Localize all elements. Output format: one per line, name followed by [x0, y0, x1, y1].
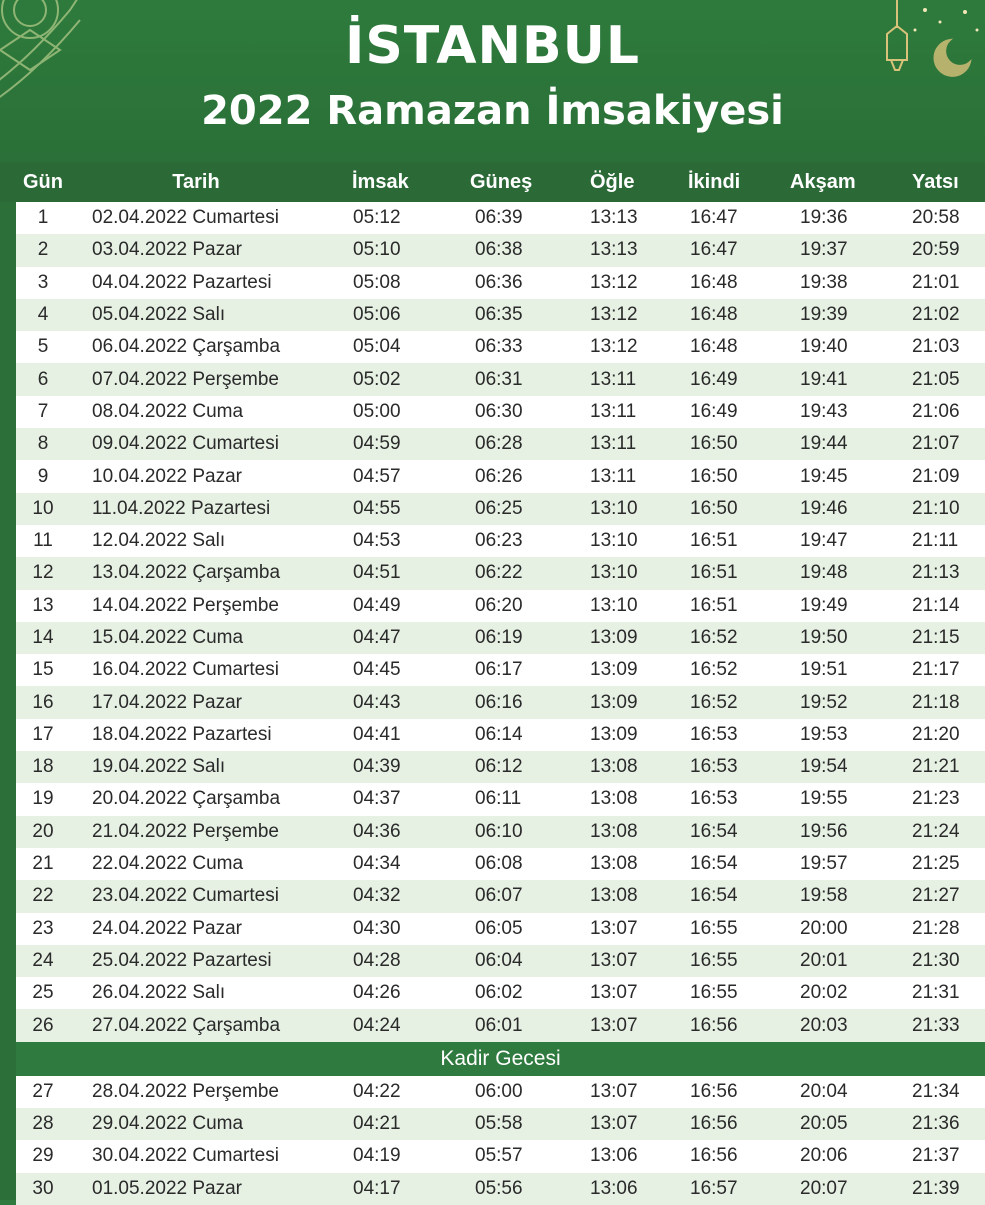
cell-ikindi: 16:48 — [690, 336, 738, 358]
table-row — [0, 816, 985, 848]
cell-yatsi: 21:07 — [912, 433, 960, 455]
col-header-ogle: Öğle — [590, 170, 635, 193]
cell-gun: 11 — [33, 530, 53, 552]
cell-imsak: 04:51 — [353, 562, 401, 584]
kadir-gecesi-banner — [0, 1042, 985, 1076]
cell-tarih: 24.04.2022 Pazar — [92, 917, 243, 939]
cell-ikindi: 16:52 — [690, 659, 738, 681]
cell-gunes: 06:01 — [475, 1014, 523, 1036]
cell-yatsi: 21:17 — [912, 659, 960, 681]
cell-ogle: 13:10 — [590, 594, 638, 616]
cell-ogle: 13:12 — [590, 304, 638, 326]
table-row — [0, 751, 985, 783]
cell-gunes: 06:30 — [475, 400, 523, 422]
cell-aksam: 19:54 — [800, 756, 848, 778]
cell-gun: 18 — [32, 756, 54, 778]
table-row — [0, 622, 985, 654]
table-row — [0, 1173, 985, 1205]
cell-ikindi: 16:48 — [690, 271, 738, 293]
cell-tarih: 03.04.2022 Pazar — [92, 239, 243, 261]
kadir-label: Kadir Gecesi — [440, 1046, 561, 1070]
cell-aksam: 19:44 — [800, 433, 848, 455]
cell-ikindi: 16:57 — [690, 1177, 738, 1199]
table-row — [0, 493, 985, 525]
cell-gun: 12 — [32, 562, 54, 584]
cell-gunes: 06:11 — [475, 788, 522, 810]
cell-gunes: 06:28 — [475, 433, 523, 455]
cell-yatsi: 21:11 — [912, 530, 959, 552]
cell-gunes: 06:04 — [475, 949, 523, 971]
cell-gun: 6 — [37, 368, 49, 390]
cell-tarih: 19.04.2022 Salı — [92, 756, 226, 778]
cell-imsak: 04:55 — [353, 497, 401, 519]
cell-ogle: 13:09 — [590, 659, 638, 681]
cell-ikindi: 16:50 — [690, 497, 738, 519]
cell-gunes: 05:58 — [475, 1113, 523, 1135]
cell-gunes: 06:16 — [475, 691, 523, 713]
cell-aksam: 19:48 — [800, 562, 848, 584]
cell-yatsi: 21:25 — [912, 853, 960, 875]
cell-gunes: 06:05 — [475, 917, 523, 939]
cell-imsak: 04:37 — [353, 788, 401, 810]
cell-imsak: 04:24 — [353, 1014, 401, 1036]
cell-gunes: 06:17 — [475, 659, 523, 681]
cell-yatsi: 21:24 — [912, 820, 960, 842]
cell-aksam: 19:43 — [800, 400, 848, 422]
cell-ogle: 13:06 — [590, 1177, 638, 1199]
cell-ikindi: 16:48 — [690, 304, 738, 326]
cell-yatsi: 21:15 — [912, 627, 960, 648]
col-header-yatsi: Yatsı — [912, 170, 959, 193]
cell-gunes: 06:35 — [475, 304, 523, 326]
cell-tarih: 01.05.2022 Pazar — [92, 1177, 243, 1199]
cell-gunes: 06:08 — [475, 853, 523, 875]
cell-tarih: 09.04.2022 Cumartesi — [92, 433, 279, 455]
cell-yatsi: 21:27 — [912, 885, 960, 907]
cell-tarih: 21.04.2022 Perşembe — [92, 820, 279, 842]
cell-gun: 27 — [32, 1080, 54, 1102]
cell-aksam: 20:01 — [800, 949, 848, 971]
cell-ogle: 13:10 — [590, 497, 638, 519]
cell-yatsi: 21:31 — [912, 982, 960, 1004]
table-row — [0, 590, 985, 622]
table-row — [0, 299, 985, 331]
table-row — [0, 1009, 985, 1041]
cell-ikindi: 16:53 — [690, 723, 738, 745]
cell-gunes: 06:00 — [475, 1080, 523, 1102]
table-row — [0, 460, 985, 492]
cell-tarih: 20.04.2022 Çarşamba — [92, 788, 281, 810]
cell-aksam: 20:04 — [800, 1080, 848, 1102]
cell-yatsi: 21:13 — [912, 562, 960, 584]
cell-gun: 7 — [37, 400, 49, 422]
cell-yatsi: 21:33 — [912, 1014, 960, 1036]
cell-gunes: 06:26 — [475, 465, 523, 487]
cell-imsak: 04:19 — [353, 1145, 401, 1167]
cell-ogle: 13:08 — [590, 756, 638, 778]
cell-ikindi: 16:50 — [690, 433, 738, 455]
table-row — [0, 1140, 985, 1172]
cell-ogle: 13:07 — [590, 1014, 638, 1036]
cell-aksam: 19:38 — [800, 271, 848, 293]
cell-ogle: 13:07 — [590, 949, 638, 971]
cell-ikindi: 16:56 — [690, 1014, 738, 1036]
cell-imsak: 05:00 — [353, 400, 401, 422]
cell-imsak: 05:06 — [353, 304, 401, 326]
col-header-imsak: İmsak — [352, 170, 409, 193]
cell-gun: 9 — [37, 465, 49, 487]
cell-imsak: 04:34 — [353, 853, 401, 875]
cell-aksam: 20:05 — [800, 1113, 848, 1135]
cell-gunes: 05:57 — [475, 1145, 523, 1167]
cell-aksam: 19:39 — [800, 304, 848, 326]
cell-imsak: 04:59 — [353, 433, 401, 455]
cell-imsak: 04:36 — [353, 820, 401, 842]
cell-gunes: 06:10 — [475, 820, 523, 842]
cell-ogle: 13:12 — [590, 271, 638, 293]
cell-imsak: 05:12 — [353, 207, 401, 229]
table-row — [0, 977, 985, 1009]
cell-tarih: 02.04.2022 Cumartesi — [92, 207, 279, 229]
cell-yatsi: 21:06 — [912, 400, 960, 422]
cell-ikindi: 16:50 — [690, 465, 738, 487]
cell-imsak: 04:53 — [353, 530, 401, 552]
cell-aksam: 19:50 — [800, 627, 848, 648]
cell-ikindi: 16:51 — [690, 594, 738, 616]
cell-ogle: 13:07 — [590, 1113, 638, 1135]
cell-gun: 23 — [32, 917, 54, 939]
table-row — [0, 557, 985, 589]
cell-gun: 5 — [37, 336, 49, 358]
cell-gun: 17 — [32, 723, 54, 745]
cell-tarih: 10.04.2022 Pazar — [92, 465, 243, 487]
cell-tarih: 12.04.2022 Salı — [92, 530, 226, 552]
cell-yatsi: 21:14 — [912, 594, 960, 616]
cell-aksam: 19:53 — [800, 723, 848, 745]
cell-ikindi: 16:55 — [690, 949, 738, 971]
cell-tarih: 25.04.2022 Pazartesi — [92, 949, 272, 971]
cell-ikindi: 16:55 — [690, 917, 738, 939]
cell-gunes: 06:38 — [475, 239, 523, 261]
cell-gun: 1 — [37, 207, 49, 229]
cell-gunes: 06:14 — [475, 723, 523, 745]
cell-tarih: 14.04.2022 Perşembe — [92, 594, 279, 616]
table-row — [0, 202, 985, 234]
cell-ikindi: 16:56 — [690, 1145, 738, 1167]
cell-ikindi: 16:55 — [690, 982, 738, 1004]
cell-ikindi: 16:54 — [690, 820, 738, 842]
cell-aksam: 19:52 — [800, 691, 848, 713]
cell-gun: 14 — [32, 627, 54, 648]
table-row — [0, 396, 985, 428]
cell-imsak: 04:45 — [353, 659, 401, 681]
cell-gunes: 06:19 — [475, 627, 523, 648]
cell-imsak: 05:10 — [353, 239, 401, 261]
cell-ogle: 13:12 — [590, 336, 638, 358]
col-header-ikindi: İkindi — [688, 170, 741, 193]
cell-aksam: 19:56 — [800, 820, 848, 842]
cell-ogle: 13:13 — [590, 207, 638, 229]
table-row — [0, 1076, 985, 1108]
cell-ogle: 13:08 — [590, 853, 638, 875]
cell-gun: 16 — [32, 691, 54, 713]
cell-imsak: 04:17 — [353, 1177, 401, 1199]
cell-imsak: 04:43 — [353, 691, 401, 713]
cell-yatsi: 21:23 — [912, 788, 960, 810]
cell-imsak: 04:39 — [353, 756, 401, 778]
cell-tarih: 05.04.2022 Salı — [92, 304, 226, 326]
cell-aksam: 19:41 — [800, 368, 848, 390]
cell-ogle: 13:10 — [590, 562, 638, 584]
cell-ogle: 13:08 — [590, 885, 638, 907]
cell-ikindi: 16:49 — [690, 400, 738, 422]
cell-yatsi: 20:58 — [912, 207, 960, 229]
cell-aksam: 19:58 — [800, 885, 848, 907]
cell-ikindi: 16:49 — [690, 368, 738, 390]
cell-ikindi: 16:53 — [690, 756, 738, 778]
cell-gun: 20 — [32, 820, 54, 842]
cell-tarih: 04.04.2022 Pazartesi — [92, 271, 272, 293]
page-title: İSTANBUL — [345, 16, 640, 76]
cell-gunes: 06:33 — [475, 336, 523, 358]
table-row — [0, 234, 985, 266]
cell-aksam: 19:57 — [800, 853, 848, 875]
cell-tarih: 22.04.2022 Cuma — [92, 853, 244, 875]
cell-imsak: 05:02 — [353, 368, 401, 390]
cell-imsak: 04:21 — [353, 1113, 401, 1135]
cell-ikindi: 16:47 — [690, 239, 738, 261]
table-row — [0, 654, 985, 686]
cell-gun: 19 — [32, 788, 54, 810]
cell-yatsi: 21:37 — [912, 1145, 960, 1167]
cell-tarih: 26.04.2022 Salı — [92, 982, 226, 1004]
table-row — [0, 913, 985, 945]
cell-ikindi: 16:51 — [690, 530, 738, 552]
cell-yatsi: 21:02 — [912, 304, 960, 326]
cell-imsak: 04:41 — [353, 723, 401, 745]
cell-gun: 2 — [37, 239, 49, 261]
cell-gun: 8 — [37, 433, 49, 455]
table-row — [0, 945, 985, 977]
cell-yatsi: 21:21 — [912, 756, 960, 778]
cell-gun: 30 — [32, 1177, 54, 1199]
cell-aksam: 20:00 — [800, 917, 848, 939]
cell-imsak: 04:28 — [353, 949, 401, 971]
cell-imsak: 05:08 — [353, 271, 401, 293]
cell-gun: 13 — [32, 594, 54, 616]
table-row — [0, 428, 985, 460]
cell-ogle: 13:10 — [590, 530, 638, 552]
cell-ogle: 13:13 — [590, 239, 638, 261]
cell-ogle: 13:07 — [590, 1080, 638, 1102]
cell-gunes: 06:23 — [475, 530, 523, 552]
cell-tarih: 30.04.2022 Cumartesi — [92, 1145, 279, 1167]
cell-imsak: 04:57 — [353, 465, 401, 487]
table-header — [0, 162, 985, 202]
cell-ogle: 13:09 — [590, 691, 638, 713]
cell-aksam: 20:03 — [800, 1014, 848, 1036]
cell-ikindi: 16:56 — [690, 1113, 738, 1135]
table-row — [0, 880, 985, 912]
cell-tarih: 13.04.2022 Çarşamba — [92, 562, 281, 584]
col-header-tarih: Tarih — [172, 170, 220, 193]
col-header-gunes: Güneş — [470, 170, 533, 193]
table-row — [0, 686, 985, 718]
header-banner — [0, 0, 985, 162]
cell-aksam: 20:02 — [800, 982, 848, 1004]
cell-ogle: 13:09 — [590, 723, 638, 745]
cell-gun: 21 — [32, 853, 54, 875]
cell-tarih: 11.04.2022 Pazartesi — [92, 497, 271, 519]
cell-aksam: 19:36 — [800, 207, 848, 229]
cell-gunes: 06:22 — [475, 562, 523, 584]
cell-gunes: 06:39 — [475, 207, 523, 229]
schedule-table — [0, 162, 985, 1200]
cell-aksam: 20:07 — [800, 1177, 848, 1199]
cell-gunes: 06:02 — [475, 982, 523, 1004]
cell-ogle: 13:07 — [590, 917, 638, 939]
cell-ikindi: 16:51 — [690, 562, 738, 584]
cell-ikindi: 16:53 — [690, 788, 738, 810]
cell-imsak: 04:32 — [353, 885, 401, 907]
cell-yatsi: 21:36 — [912, 1113, 960, 1135]
table-row — [0, 363, 985, 395]
cell-ogle: 13:08 — [590, 788, 638, 810]
cell-ikindi: 16:52 — [690, 691, 738, 713]
cell-gun: 29 — [32, 1145, 54, 1167]
cell-imsak: 04:47 — [353, 627, 401, 648]
cell-gun: 4 — [37, 304, 49, 326]
page-subtitle: 2022 Ramazan İmsakiyesi — [201, 88, 784, 134]
cell-gunes: 06:07 — [475, 885, 523, 907]
table-row — [0, 848, 985, 880]
cell-aksam: 19:47 — [800, 530, 848, 552]
cell-aksam: 19:51 — [800, 659, 848, 681]
cell-yatsi: 21:28 — [912, 917, 960, 939]
cell-gun: 22 — [32, 885, 54, 907]
cell-tarih: 06.04.2022 Çarşamba — [92, 336, 281, 358]
cell-yatsi: 21:09 — [912, 465, 960, 487]
cell-imsak: 04:30 — [353, 917, 401, 939]
cell-yatsi: 21:03 — [912, 336, 960, 358]
cell-gunes: 06:31 — [475, 368, 523, 390]
cell-yatsi: 21:20 — [912, 723, 960, 745]
col-header-gun: Gün — [23, 170, 63, 193]
cell-imsak: 04:22 — [353, 1080, 401, 1102]
cell-ogle: 13:11 — [590, 368, 637, 390]
cell-gun: 24 — [32, 949, 54, 971]
cell-ikindi: 16:52 — [690, 627, 738, 648]
cell-gun: 28 — [32, 1113, 54, 1135]
cell-imsak: 04:49 — [353, 594, 401, 616]
cell-tarih: 17.04.2022 Pazar — [92, 691, 243, 713]
cell-gun: 15 — [32, 659, 54, 681]
cell-tarih: 28.04.2022 Perşembe — [92, 1080, 279, 1102]
cell-gun: 10 — [32, 497, 54, 519]
cell-ogle: 13:11 — [590, 400, 637, 422]
cell-aksam: 19:45 — [800, 465, 848, 487]
cell-ikindi: 16:47 — [690, 207, 738, 229]
cell-imsak: 04:26 — [353, 982, 401, 1004]
cell-gunes: 06:20 — [475, 594, 523, 616]
cell-yatsi: 20:59 — [912, 239, 960, 261]
cell-yatsi: 21:18 — [912, 691, 960, 713]
cell-aksam: 19:40 — [800, 336, 848, 358]
cell-gunes: 06:25 — [475, 497, 523, 519]
cell-yatsi: 21:30 — [912, 949, 960, 971]
cell-aksam: 19:46 — [800, 497, 848, 519]
table-row — [0, 1108, 985, 1140]
table-row — [0, 719, 985, 751]
cell-aksam: 20:06 — [800, 1145, 848, 1167]
cell-tarih: 27.04.2022 Çarşamba — [92, 1014, 281, 1036]
cell-imsak: 05:04 — [353, 336, 401, 358]
cell-ogle: 13:11 — [590, 465, 637, 487]
cell-aksam: 19:49 — [800, 594, 848, 616]
table-row — [0, 267, 985, 299]
cell-gun: 26 — [32, 1014, 54, 1036]
table-body — [16, 202, 985, 1205]
cell-ogle: 13:08 — [590, 820, 638, 842]
cell-gunes: 06:36 — [475, 271, 523, 293]
cell-ikindi: 16:54 — [690, 885, 738, 907]
cell-tarih: 23.04.2022 Cumartesi — [92, 885, 279, 907]
cell-ogle: 13:07 — [590, 982, 638, 1004]
cell-gun: 3 — [37, 271, 49, 293]
cell-gun: 25 — [32, 982, 54, 1004]
cell-gunes: 06:12 — [475, 756, 523, 778]
table-row — [0, 525, 985, 557]
table-row — [0, 783, 985, 815]
cell-yatsi: 21:05 — [912, 368, 960, 390]
cell-tarih: 29.04.2022 Cuma — [92, 1113, 244, 1135]
cell-yatsi: 21:01 — [912, 271, 960, 293]
col-header-aksam: Akşam — [790, 170, 856, 193]
cell-yatsi: 21:39 — [912, 1177, 960, 1199]
cell-ogle: 13:06 — [590, 1145, 638, 1167]
cell-gunes: 05:56 — [475, 1177, 523, 1199]
cell-tarih: 15.04.2022 Cuma — [92, 627, 244, 648]
cell-ikindi: 16:56 — [690, 1080, 738, 1102]
cell-tarih: 16.04.2022 Cumartesi — [92, 659, 279, 681]
table-row — [0, 331, 985, 363]
cell-yatsi: 21:10 — [912, 497, 960, 519]
cell-ogle: 13:09 — [590, 627, 638, 648]
cell-yatsi: 21:34 — [912, 1080, 960, 1102]
cell-ikindi: 16:54 — [690, 853, 738, 875]
cell-tarih: 07.04.2022 Perşembe — [92, 368, 279, 390]
cell-tarih: 08.04.2022 Cuma — [92, 400, 244, 422]
cell-aksam: 19:37 — [800, 239, 848, 261]
cell-tarih: 18.04.2022 Pazartesi — [92, 723, 272, 745]
cell-aksam: 19:55 — [800, 788, 848, 810]
cell-ogle: 13:11 — [590, 433, 637, 455]
